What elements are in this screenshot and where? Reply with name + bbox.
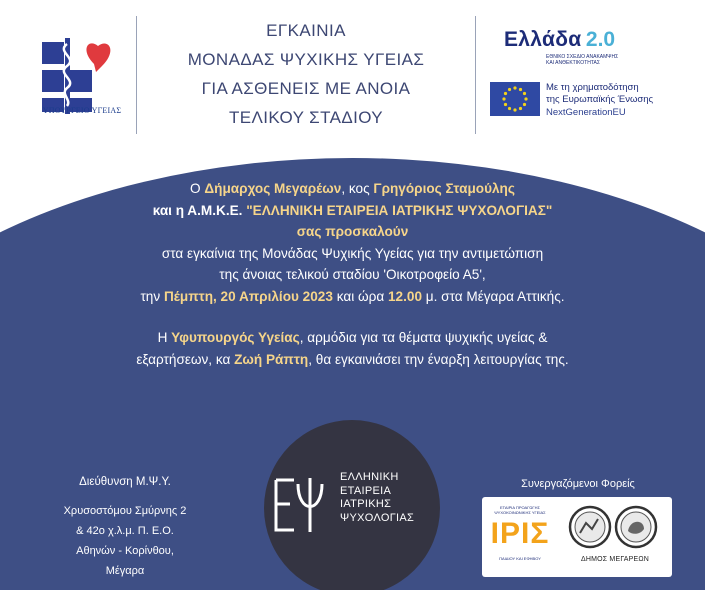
paragraph-gap — [0, 307, 705, 327]
partners-heading: Συνεργαζόμενοι Φορείς — [521, 478, 635, 490]
mayor-role: Δήμαρχος Μεγαρέων — [204, 181, 342, 196]
title-line-2: ΜΟΝΑΔΑΣ ΨΥΧΙΚΗΣ ΥΓΕΙΑΣ — [187, 50, 425, 69]
invitation-line-3 — [0, 221, 705, 243]
l6-post: μ. στα Μέγαρα Αττικής. — [422, 288, 565, 304]
eu-line-2: της Ευρωπαϊκής Ένωσης — [546, 94, 654, 105]
invitation-line-8 — [0, 349, 705, 371]
l6-pre: την — [140, 288, 164, 304]
invitation-text — [0, 178, 705, 370]
l1-pre: Ο — [190, 181, 205, 196]
address-lines — [30, 501, 220, 581]
ellada-sub-line-1: ΕΘΝΙΚΟ ΣΧΕΔΙΟ ΑΝΑΚΑΜΨΗΣ — [546, 54, 619, 60]
address-line-2: & 42ο χ.λ.μ. Π. Ε.Ο. — [76, 525, 174, 537]
l1-mid: , κος — [341, 181, 374, 196]
invitation-line-6 — [0, 286, 705, 308]
ellada-number: 2.0 — [585, 28, 616, 51]
address-line-4: Μέγαρα — [105, 565, 145, 577]
ellada-word: Ελλάδα — [504, 28, 582, 51]
mayor-name: Γρηγόριος Σταμούλης — [373, 181, 515, 196]
greece-2-0-logo — [504, 28, 674, 66]
society-line-4: ΨΥΧΟΛΟΓΙΑΣ — [340, 511, 415, 524]
l8-pre: εξαρτήσεων, κα — [136, 351, 235, 367]
dimos-megareon-label: ΔΗΜΟΣ ΜΕΓΑΡΕΩΝ — [580, 556, 650, 563]
society-name-text — [340, 471, 414, 525]
invitation-line-7 — [0, 327, 705, 349]
event-date: Πέμπτη, 20 Απριλίου 2023 — [163, 288, 333, 304]
invitation-line-1 — [0, 178, 705, 200]
iris-top-line-1: ΕΤΑΙΡΙΑ ΠΡΟΑΓΩΓΗΣ — [500, 505, 540, 510]
address-heading: Διεύθυνση Μ.Ψ.Υ. — [79, 476, 171, 488]
invitation-line-4: στα εγκαίνια της Μονάδας Ψυχικής Υγείας για την αντιμετώπιση — [161, 245, 544, 261]
event-title — [137, 16, 475, 132]
iris-org-line — [488, 505, 552, 515]
l7-pre: Η — [157, 330, 172, 345]
address-line-1: Χρυσοστόμου Σμύρνης 2 — [63, 505, 187, 517]
invitation-line-2 — [0, 200, 705, 222]
society-line-2: ΕΤΑΙΡΕΙΑ — [340, 484, 392, 497]
title-line-3: ΓΙΑ ΑΣΘΕΝΕΙΣ ΜΕ ΑΝΟΙΑ — [201, 79, 411, 98]
society-name: "ΕΛΛΗΝΙΚΗ ΕΤΑΙΡΕΙΑ ΙΑΤΡΙΚΗΣ ΨΥΧΟΛΟΓΙΑΣ" — [246, 202, 553, 218]
invitation-line-5: της άνοιας τελικού σταδίου 'Οικοτροφείο Α5', — [219, 267, 486, 282]
iris-bottom-line: ΠΑΙΔΙΟΥ ΚΑΙ ΕΦΗΒΟΥ — [499, 556, 541, 561]
l8-post: , θα εγκαινιάσει την έναρξη λειτουργίας της. — [308, 351, 569, 367]
iris-logo-word: ΙΡΙΣ — [490, 517, 550, 550]
title-line-1: ΕΓΚΑΙΝΙΑ — [266, 21, 346, 40]
deputy-minister-role: Υφυπουργός Υγείας — [171, 330, 300, 345]
megara-coins-icon — [566, 503, 662, 553]
eu-flag-icon — [490, 82, 540, 116]
l7-post: , αρμόδια για τα θέματα ψυχικής υγείας & — [299, 330, 548, 345]
eu-funding-text — [546, 82, 696, 119]
society-line-3: ΙΑΤΡΙΚΗΣ — [340, 498, 392, 510]
iris-top-line-2: ΨΥΧΟΚΟΙΝΩΝΙΚΗΣ ΥΓΕΙΑΣ — [494, 510, 546, 515]
deputy-minister-name: Ζωή Ράπτη — [234, 351, 309, 367]
event-time: 12.00 — [387, 288, 423, 304]
header-divider-right — [475, 16, 476, 134]
ellada-sub-line-2: ΚΑΙ ΑΝΘΕΚΤΙΚΟΤΗΤΑΣ — [546, 60, 600, 66]
society-monogram-icon — [272, 474, 330, 536]
address-block — [30, 472, 220, 581]
invite-phrase: σας προσκαλούν — [296, 224, 409, 239]
eu-line-3: NextGenerationEU — [546, 107, 626, 118]
l2-pre: και η Α.Μ.Κ.Ε. — [152, 202, 247, 218]
l6-mid: και ώρα — [332, 288, 388, 304]
title-line-4: ΤΕΛΙΚΟΥ ΣΤΑΔΙΟΥ — [228, 108, 384, 127]
society-line-1: ΕΛΛΗΝΙΚΗ — [340, 471, 399, 483]
address-line-3: Αθηνών - Κορίνθου, — [76, 545, 174, 557]
ellada-subtitle — [546, 54, 674, 66]
header — [0, 0, 705, 168]
eu-line-1: Με τη χρηματοδότηση — [546, 82, 639, 93]
ministry-label: ΥΠΟΥΡΓΕΙΟ ΥΓΕΙΑΣ — [42, 106, 122, 115]
